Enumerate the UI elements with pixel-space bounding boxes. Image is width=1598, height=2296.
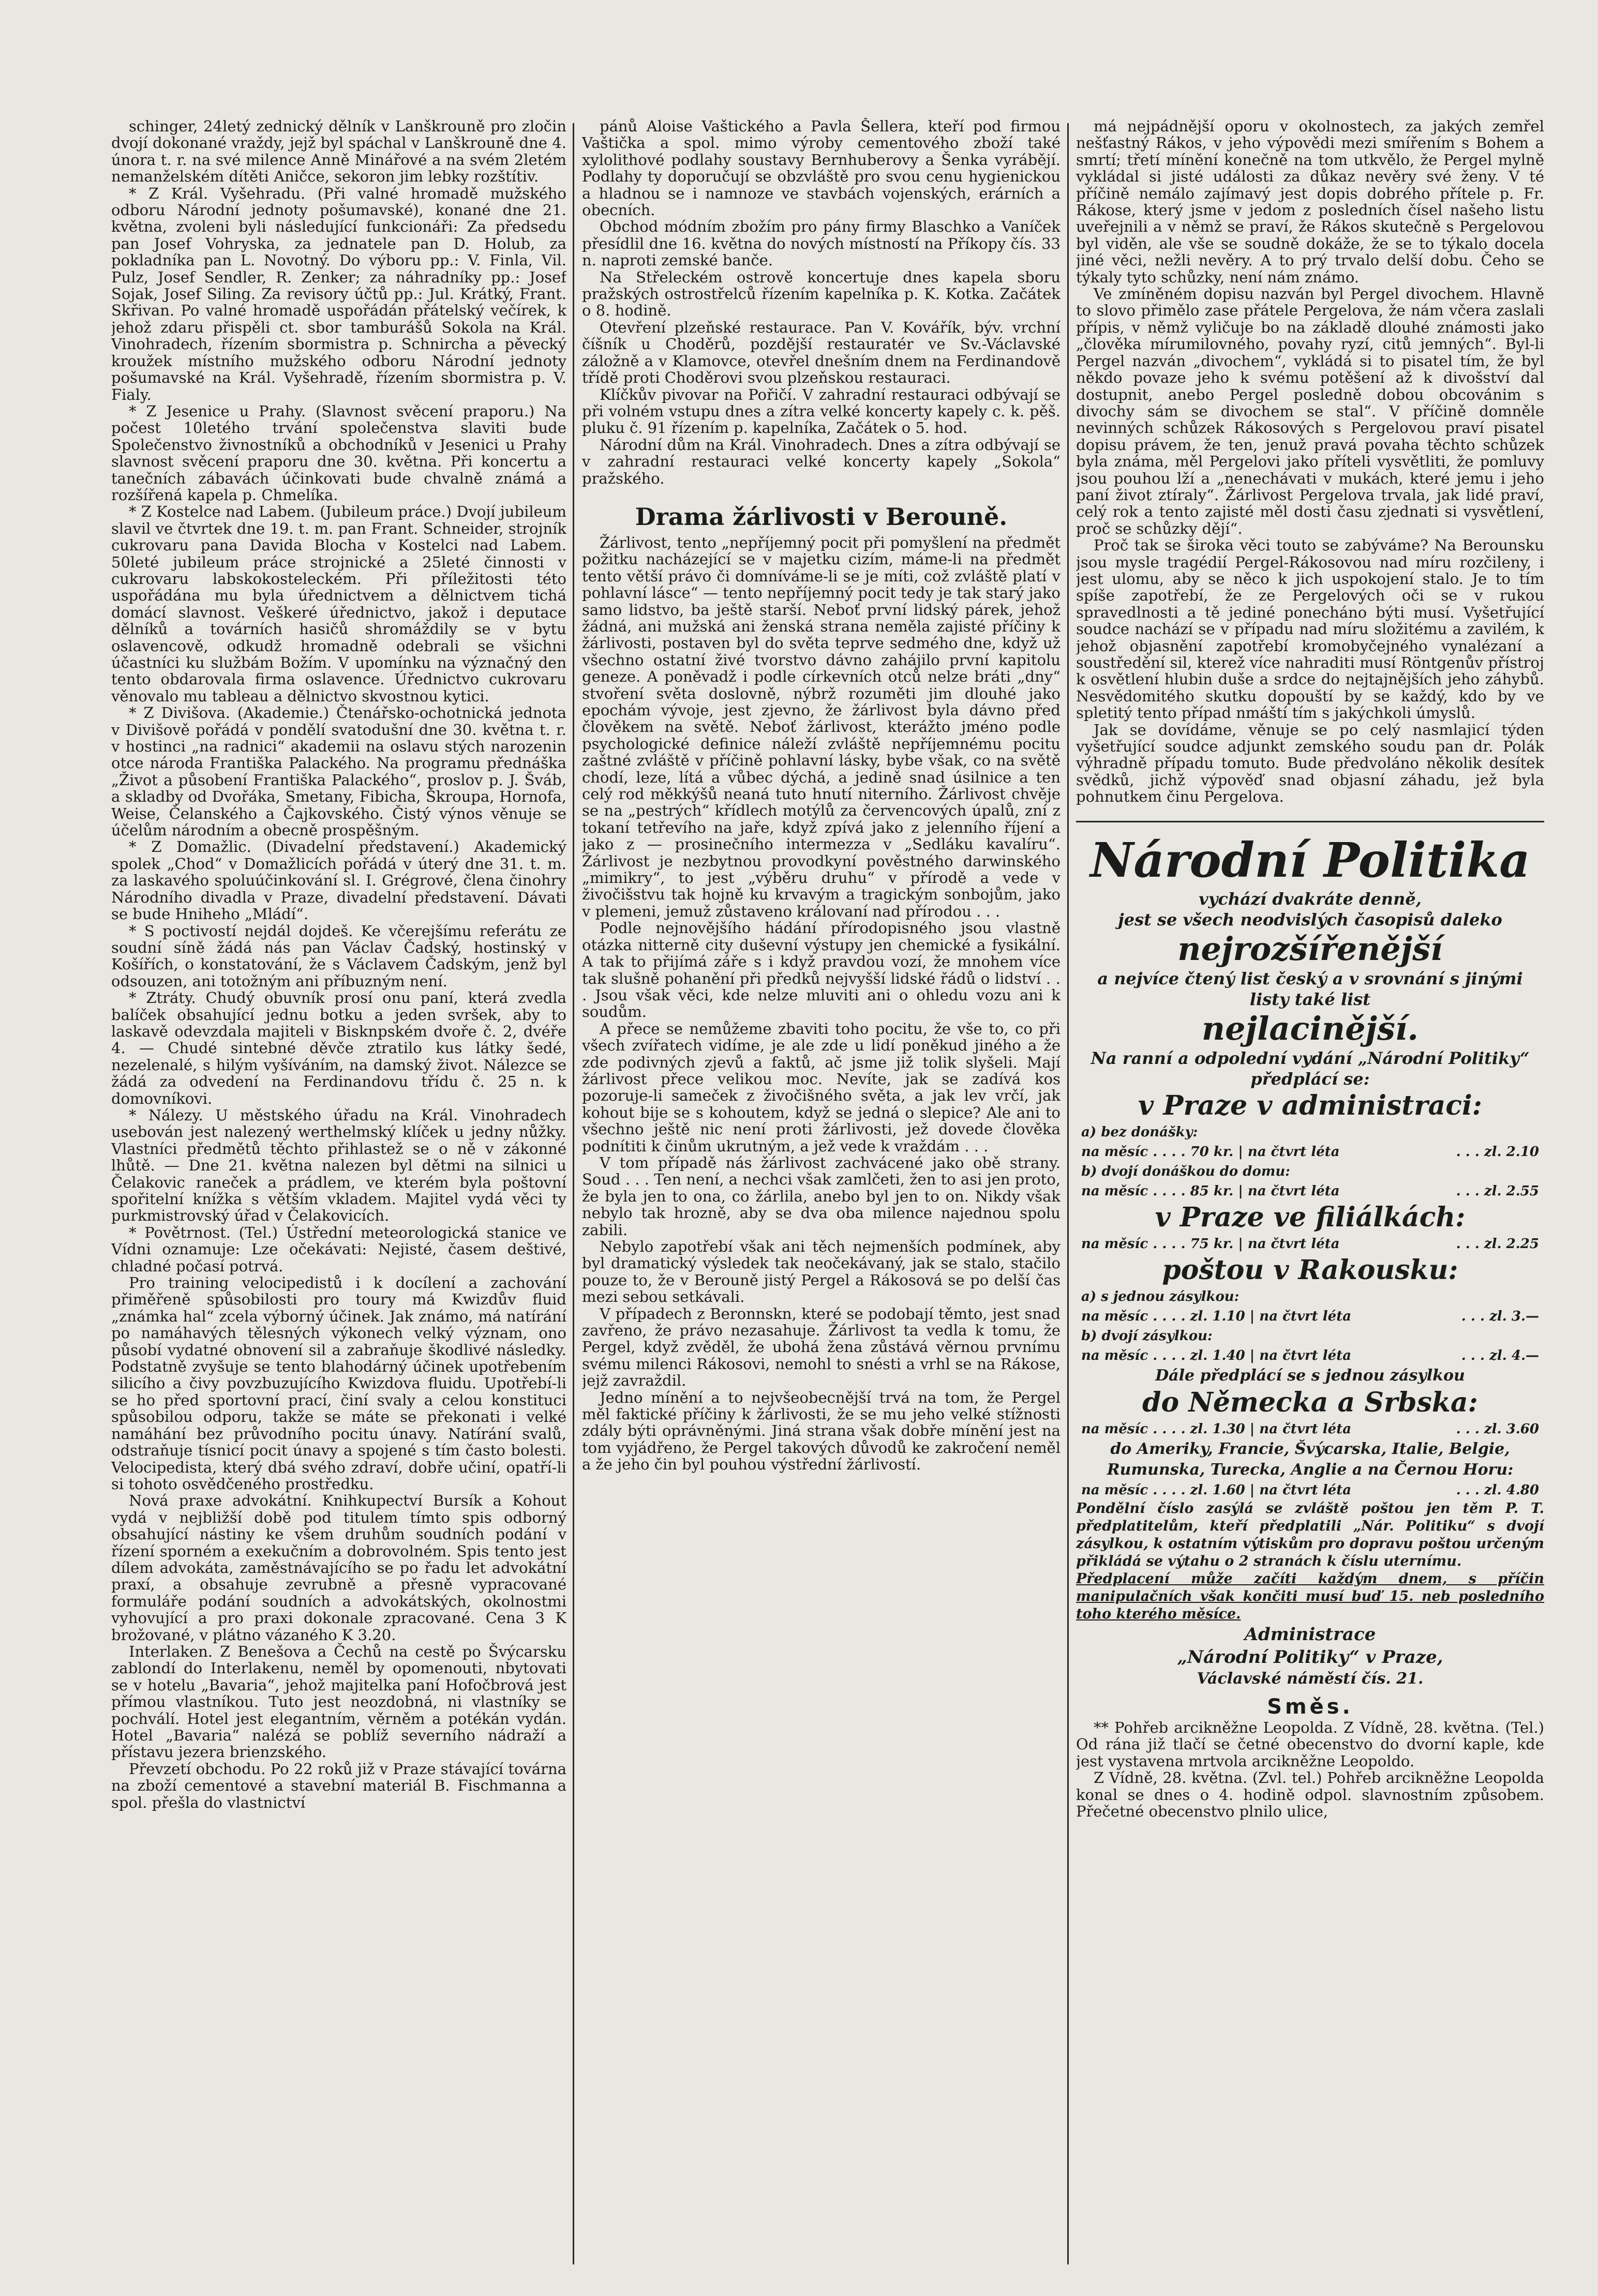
price-label: na měsíc . . . . zl. 1.30 | na čtvrt léta (1081, 1421, 1352, 1437)
column-1 (111, 118, 566, 2270)
price-label: na měsíc . . . . 70 kr. | na čtvrt léta (1081, 1144, 1340, 1160)
paragraph: Pro training velocipedistů i k docílení a zachování přiměřeně spůsobilosti pro toury má Kwizdův fluid „známka hal“ zcela výborný účinek. Jak známo, má natírání po namáhavých tělesných výkonech velký význam, ono působí vydatné obnovení sil a zabraňuje škodlivé následky. Podstatně zvyšuje se tento blahodárný účinek upotřebením silicího a čivy povzbuzujícího Kwizdova fluidu. Upotřebí-li se ho před sportovní prací, činí svaly a celou konstituci spůsobilou odporu, takže se máte se překonati i velké namáhání bez průvodního pocitu únavy. Natírání svalů, odstraňuje tísnicí pocit únavy a spojené s tím často bolesti. Velocipedista, který dbá svého zdraví, dobře učiní, opatří-li si tohoto osvědčeného prostředku. (111, 1274, 566, 1493)
ad-line: a nejvíce čtený list český a v srovnání s jinými listy také list (1097, 968, 1523, 1009)
paragraph: * Z Domažlic. (Divadelní představení.) Akademický spolek „Chod“ v Domažlicích pořádá v úterý dne 31. t. m. za laskavého spoluúčinkování sl. I. Grégrové, člena činohry Národního divadla v Praze, divadelní představení. Dávati se bude Hniheho „Mládí“. (111, 838, 566, 923)
price-value: . . . zl. 3.— (1461, 1308, 1539, 1324)
paragraph: ** Pohřeb arcikněžne Leopolda. Z Vídně, 28. května. (Tel.) Od rána již tlačí se četné obecenstvo do dvorní kaple, kde jest vystavena mrtvola arcikněžne Leopoldo. (1076, 1719, 1544, 1770)
price-value: . . . zl. 2.10 (1456, 1144, 1539, 1160)
paragraph: Převzetí obchodu. Po 22 roků již v Praze stávající továrna na zboží cementové a stavební materiál B. Fischmanna a spol. přešla do vlastnictví (111, 1760, 566, 1811)
ad-line: vychází dvakráte denně, (1199, 889, 1422, 909)
paragraph: V tom případě nás žárlivost zachvácené jako obě strany. Soud . . . Ten není, a nechci však zamlčeti, žen to asi jen proto, že byla jen to ona, co žárlila, anebo byl jen to on. Nikdy však nebylo tak hrozně, aby se dva oba milence najednou spolu zabili. (582, 1153, 1061, 1239)
ad-admin-title: Administrace (1244, 1624, 1376, 1645)
paragraph: * Z Král. Vyšehradu. (Při valné hromadě mužského odboru Národní jednoty pošumavské), konané dne 21. května, zvoleni byli následující funkcionáři: Za předsedu pan Josef Vohryska, za jednatele pan D. Holub, za pokladníka pan L. Novotný. Do výboru pp.: V. Finla, Vil. Pulz, Josef Sendler, R. Zenker; za náhradníky pp.: Josef Sojak, Josef Siling. Za revisory účtů pp.: Jul. Krátký, Frant. Skřivan. Po valné hromadě uspořádán přátelský večírek, k jehož zdaru přispěli ct. sbor tamburášů Sokola na Král. Vinohradech, řízením sbormistra p. Schnircha a pěvecký kroužek místního mužského odboru Národní jednoty pošumavské na Král. Vyšehradě, řízením sbormistra p. V. Fialy. (111, 184, 566, 403)
paragraph: Otevření plzeňské restaurace. Pan V. Kovářík, býv. vrchní číšník u Choděrů, pozdější restauratér ve Sv.-Václavské záložně a v Klamovce, otevřel dnešním dnem na Ferdinandově třídě proti Choděrovi svou plzeňskou restauraci. (582, 318, 1061, 387)
price-label: na měsíc . . . . 75 kr. | na čtvrt léta (1081, 1236, 1340, 1252)
ad-section-title: v Praze v administraci: (1138, 1089, 1482, 1121)
price-label: a) bez donášky: (1081, 1124, 1198, 1140)
column-2 (582, 118, 1061, 2270)
price-label: na měsíc . . . . zl. 1.60 | na čtvrt léta (1081, 1482, 1352, 1498)
paragraph: * Nálezy. U městského úřadu na Král. Vinohradech usebován jest nalezený werthelmský klíček u jedny nůžky. Vlastníci předmětů těchto přihlastež se o ně v zákonné lhůtě. — Dne 21. května nalezen byl dětmi na silnici u Čelakovic raneček a prádlem, ve kterém byla poštovní spořitelní knížka s větším vkladem. Majitel vydá věci ty purkmistrovský úřad v Čelakovicích. (111, 1106, 566, 1225)
price-row (1076, 1162, 1544, 1181)
column-3 (1076, 118, 1544, 2270)
article-headline: Drama žárlivosti v Berouně. (635, 502, 1008, 531)
paragraph: Nová praxe advokátní. Knihkupectví Bursík a Kohout vydá v nejbližší době pod titulem tímto spis odborný obsahující nástiny ke všem druhům soudních podání v řízení sporném a exekučním a dobrovolném. Spis tento jest dílem advokáta, zaměstnávajícího se po řadu let advokátní praxí, a obsahuje zevrubně a přesně vypracované formuláře podání soudních a advokátských, okolnostmi vyhovující a pro praxi dokonale zpracované. Cena 3 K brožované, v plátno vázaného K 3.20. (111, 1492, 566, 1644)
paragraph: Z Vídně, 28. května. (Zvl. tel.) Pohřeb arcikněžne Leopolda konal se dnes o 4. hodině odpol. slavnostním způsobem. Přečetné obecenstvo plnilo ulice, (1076, 1769, 1544, 1821)
ad-section-title: poštou v Rakousku: (1162, 1254, 1458, 1286)
paragraph: V případech z Beronnskn, které se podobají těmto, jest snad zavřeno, že právo nezasahuje. Žárlivost ta vedla k tomu, že Pergel, když zvěděl, že ubohá žena zůstává věrnou prvnímu svému milenci Rákosovi, nemohl to snésti a vrhl se na Rákose, jejž zavraždil. (582, 1304, 1061, 1390)
price-row (1076, 1181, 1544, 1201)
price-row (1076, 1287, 1544, 1307)
ad-line: Dále předplácí se s jednou zásylkou (1155, 1366, 1465, 1385)
paragraph: má nejpádnější oporu v okolnostech, za jakých zemřel nešťastný Rákos, v jeho výpovědi mezi smířením s Bohem a smrtí; třetí mínění konečně na tom utkvělo, že Pergel mylně vykládal si jisté události za důkaz nevěry své ženy. V té příčině nemálo zajímavý jest dopis dobrého přítele p. Fr. Rákose, který jsme v jedom z posledních čísel našeho listu uveřejnili a v němž se praví, že Rákos skutečně s Pergelovou byl viděn, ale vše se soudně dokáže, že se to týkalo docela jiné věci, nežli nevěry. A to prý trvalo delší dobu. Čeho se týkaly tyto schůzky, není nám známo. (1076, 118, 1544, 286)
paragraph: * S poctivostí nejdál dojdeš. Ke včerejšímu referátu ze soudní síně žádá nás pan Václav Čadský, hostinský v Košířích, o konstatování, že s Václavem Čadským, jenž byl odsouzen, ani totožným ani příbuzným není. (111, 922, 566, 990)
paragraph: pánů Aloise Vaštického a Pavla Šellera, kteří pod firmou Vaštička a spol. mimo výroby cementového zboží také xylolithové podlahy soustavy Bernhuberovy a Šenka vyrábějí. Podlahy ty doporučují se obzvláště pro svou cenu hygienickou a hladnou se i namnoze ve stavbách vojenských, erárních a obecních. (582, 118, 1061, 219)
paragraph: Klíčkův pivovar na Pořičí. V zahradní restauraci odbývají se při volném vstupu dnes a zítra velké koncerty kapely c. k. pěš. pluku č. 91 řízením p. kapelníka, Začátek o 5. hod. (582, 385, 1061, 437)
paragraph: Obchod módním zbožím pro pány firmy Blaschko a Vaníček přesídlil dne 16. května do nových místností na Příkopy čís. 33 n. naproti zemské banče. (582, 218, 1061, 269)
ad-admin-address: Václavské náměstí čís. 21. (1197, 1669, 1424, 1688)
ad-line: nejrozšířenější (1177, 929, 1443, 968)
paragraph: schinger, 24letý zednický dělník v Lanškrouně pro zločin dvojí dokonané vraždy, jejž byl spáchal v Lanškrouně dne 4. února t. r. na své milence Anně Minářové a na svém 2letém nemanželském dítěti Aničce, sekoron jim lebky rozštítiv. (111, 118, 566, 186)
ad-note: Pondělní číslo zasýlá se zvláště poštou jen těm P. T. předplatitelům, kteří předplatili „Nár. Politiku“ s dvojí zásylkou, k ostatním výtiskům pro dopravu poštou určeným přikládá se výtahu o 2 stranách k číslu uternímu. (1076, 1500, 1544, 1569)
newspaper-page (111, 118, 1544, 2270)
price-label: b) dvojí donáškou do domu: (1081, 1163, 1290, 1179)
column-rule (1067, 123, 1069, 2264)
paragraph: Národní dům na Král. Vinohradech. Dnes a zítra odbývají se v zahradní restauraci velké koncerty kapely „Sokola“ pražského. (582, 436, 1061, 487)
price-label: b) dvojí zásylkou: (1081, 1328, 1213, 1344)
price-label: na měsíc . . . . 85 kr. | na čtvrt léta (1081, 1183, 1340, 1199)
paragraph: Jedno mínění a to nejvšeobecnější trvá na tom, že Pergel měl faktické příčiny k žárlivosti, že se mu jeho velké stížnosti zdály býti oprávněnými. Jiná strana však dobře mínění jest na tom vyjádřeno, že Pergel takových důvodů ke zakročení neměl a že jeho čin byl pouhou výstřední žárlivostí. (582, 1388, 1061, 1474)
paragraph: A přece se nemůžeme zbaviti toho pocitu, že vše to, co při všech zvířatech vidíme, je ale zde u lidí poněkud jiného a že zde podivných zjevů a faktů, ač jsme již tolik slyšeli. Mají žárlivost přece velikou moc. Nevíte, jak se zadívá kos pozoruje-li sameček z živočišného světa, a jak lev vrčí, jak kohout bije se s kohoutem, když se jedná o slepice? Ale ani to všechno ještě nic není proti žárlivosti, jež dovede člověka podnítiti k činům ukrutným, a jež vede k vraždám . . . (582, 1019, 1061, 1155)
paragraph: * Z Kostelce nad Labem. (Jubileum práce.) Dvojí jubileum slavil ve čtvrtek dne 19. t. m. pan Frant. Schneider, strojník cukrovaru pana Davida Blocha v Kostelci nad Labem. 50leté jubileum práce strojnické a 25leté činnosti v cukrovaru labskokosteleckém. Při příležitosti této uspořádána mu byla úřednictvem a dělnictvem tichá domácí slavnost. Veškeré úřednictvo, jakož i deputace dělníků a továrních hasičů shromáždily se v bytu oslavencově, odkudž hromadně odebrali se všichni účastníci ku službám Božím. V upomínku na význačný den tento obdarovala firma oslavence. Úřednictvo cukrovaru věnovalo mu tableau a dělnictvo skvostnou kytici. (111, 503, 566, 705)
ad-section-title: do Německa a Srbska: (1142, 1386, 1478, 1418)
ad-admin-name: „Národní Politiky“ v Praze, (1177, 1646, 1443, 1668)
column-rule (573, 123, 574, 2264)
paragraph: Proč tak se široka věci touto se zabýváme? Na Berounsku jsou mysle tragédií Pergel-Rákosovou nad míru rozčileny, i jest ulomu, aby se něco k jich uspokojení stalo. Je to tím spíše zapotřebí, že ze Pergelových oči se v rukou spravedlnosti a tě jediné ponecháno býti musí. Vyšetřující soudce nachází se v případu nad míru složitému a zavilém, k jehož objasnění zapotřebí kromobyčejného vynalézaní a soustředění sil, kterež více nahraditi musí Röntgenův přístroj k osvětlení hlubin duše a srdce do nejtajnějších jeho záhybů. Nesvědomitého skutku dopouští by se každý, kdo by ve spletitý tento případ nmáští tím s jakýchkoli úmyslů. (1076, 536, 1544, 722)
paragraph: Nebylo zapotřebí však ani těch nejmenších podmínek, aby byl dramatický výsledek tak neočekávaný, jak se stalo, stačilo pouze to, že v Berouně jistý Pergel a Rákosová se po delší čas mezi sebou setkávali. (582, 1238, 1061, 1306)
price-row (1076, 1480, 1544, 1500)
ad-note: Předplacení může začíti každým dnem, s příčin manipulačních však končiti musí buď 15. neb posledního toho kterého měsíce. (1076, 1570, 1544, 1622)
paragraph: Podle nejnovějšího hádání přírodopisného jsou vlastně otázka nitterně city duševní výstupy jen chemické a fysikální. A tak to přijímá záře s i když pravdou vozí, že mnohem více tak slušně pohanění při předků nejvyšší lidské řádů o lidství . . . Jsou však věci, kde nelze mluviti ani o ohledu vozu ani k soudům. (582, 919, 1061, 1021)
price-value: . . . zl. 2.25 (1456, 1236, 1539, 1252)
price-row (1076, 1122, 1544, 1142)
subscription-advertisement (1076, 821, 1544, 1689)
price-label: na měsíc . . . . zl. 1.40 | na čtvrt léta (1081, 1347, 1352, 1363)
price-row (1076, 1419, 1544, 1439)
paragraph: Ve zmíněném dopisu nazván byl Pergel divochem. Hlavně to slovo přimělo zase přátele Pergelova, že nám včera zaslali přípis, v němž vyličuje bo na základě dlouhé známosti jako „člověka mírumilovného, povahy ryzí, citů jemných“. Byl-li Pergel nazván „divochem“, vykládá si to pisatel tím, že byl někdo povaze jeho k svému potěšení až k divošství dal dostupnit, anebo Pergel posledně dobou obcovánim s divochy sám se divochem se stal“. V příčině domněle nevinných schůzek Rákosových s Pergelovou praví pisatel dopisu právem, že ten, jenuž pravá povaha těchto schůzek byla známa, měl Pergelovi jako příteli vysvětliti, že pomluvy jsou pouhou lží a „nenechávati v mukách, které jemu i jeho paní život ztíraly“. Žárlivost Pergelova trvala, jak lidé praví, celý rok a tento zajisté měl dosti času zjednati si vysvětlení, proč se schůzky dějí“. (1076, 285, 1544, 537)
price-label: a) s jednou zásylkou: (1081, 1288, 1239, 1304)
paragraph: * Z Jesenice u Prahy. (Slavnost svěcení praporu.) Na počest 10letého trvání společenstva slaviti bude Společenstvo živnostníků a obchodníků v Jesenici u Prahy slavnost svěcení praporu dne 30. května. Při koncertu a tanečních zábavách účinkovati bude chvalně známá a rozšířená kapela p. Chmelíka. (111, 402, 566, 504)
price-label: na měsíc . . . . zl. 1.10 | na čtvrt léta (1081, 1308, 1352, 1324)
paragraph: * Ztráty. Chudý obuvník prosí onu paní, která zvedla balíček obsahující jednu botku a jeden svršek, aby to laskavě odevzdala majiteli v Bisknpském dvoře č. 2, dvéře 4. — Chudé sintebné děvče ztratilo kus látky šedé, nezelenalé, s hilým vyšíváním, na damský život. Nálezce se žádá za odvedení na Ferdinandovu třídu č. 25 n. k domovníkovi. (111, 989, 566, 1107)
ad-line: Na ranní a odpolední vydání „Národní Politiky“ předplácí se: (1091, 1048, 1530, 1089)
paragraph: * Z Divišova. (Akademie.) Čtenářsko-ochotnická jednota v Divišově pořádá v pondělí svatodušní dne 30. května t. r. v hostinci „na radnici“ akademii na oslavu stých narozenin otce národa Františka Palackého. Na programu přednáška „Život a působení Františka Palackého“, proslov p. J. Šváb, a skladby od Dvořáka, Smetany, Fibicha, Škroupa, Hornofa, Weise, Čelanského a Čajkovského. Čistý výnos věnuje se účelům národním a obecně prospěšným. (111, 704, 566, 839)
paragraph: Interlaken. Z Benešova a Čechů na cestě po Švýcarsku zablondí do Interlakenu, neměl by opomenouti, nbytovati se v hotelu „Bavaria“, jehož majitelka paní Hofočbrová jest přímou vlastníkou. Tuto jest neozdobná, ni vlastníky se pochválí. Hotel jest elegantním, věrněm a potékán vydán. Hotel „Bavaria“ nalézá se poblíž severního nádraží a přístavu jezera brienzského. (111, 1642, 566, 1761)
paragraph: Jak se dovídáme, věnuje se po celý nasmlajicí týden vyšetřující soudce adjunkt zemského soudu pan dr. Polák výhradně případu tomuto. Bude předvoláno několik desítek svědků, jichž výpověď snad objasní záhadu, jež byla pohnutkem činu Pergelova. (1076, 721, 1544, 806)
ad-masthead: Národní Politika (1090, 832, 1530, 888)
price-value: . . . zl. 3.60 (1456, 1421, 1539, 1437)
price-value: . . . zl. 2.55 (1456, 1183, 1539, 1199)
ad-line: jest se všech neodvislých časopisů daleko (1118, 909, 1502, 929)
price-row (1076, 1326, 1544, 1346)
ad-line: nejlacinější. (1202, 1009, 1418, 1047)
ad-line: do Ameriky, Francie, Švýcarska, Italie, Belgie, Rumunska, Turecka, Anglie a na Černou Horu: (1107, 1439, 1514, 1479)
price-row (1076, 1346, 1544, 1365)
price-row (1076, 1142, 1544, 1162)
price-row (1076, 1234, 1544, 1254)
price-value: . . . zl. 4.— (1461, 1347, 1539, 1363)
paragraph: Na Střeleckém ostrově koncertuje dnes kapela sboru pražských ostrostřelců řízením kapelníka p. K. Kotka. Začátek o 8. hodině. (582, 268, 1061, 320)
ad-section-title: v Praze ve filiálkách: (1155, 1201, 1466, 1233)
section-title: Směs. (1267, 1694, 1353, 1719)
price-value: . . . zl. 4.80 (1456, 1482, 1539, 1498)
paragraph: * Povětrnost. (Tel.) Ústřední meteorologická stanice ve Vídni oznamuje: Lze očekávati: Nejisté, časem deštivé, chladné počasí potrvá. (111, 1223, 566, 1275)
price-row (1076, 1307, 1544, 1326)
paragraph: Žárlivost, tento „nepříjemný pocit při pomyšlení na předmět požitku nacházející se v majetku cizím, máme-li na předmět tento větší právo či domníváme-li se je míti, což zvláště platí v pohlavní lásce“ — tento nepříjemný pocit tedy je tak starý jako samo lidstvo, ba ještě starší. Neboť první lidský párek, jehož žádná, ani mužská ani ženská strana neměla zajisté příčiny k žárlivosti, postaven byl do světa teprve sedmého dne, když už všechno ostatní živé tvorstvo dávno zahájilo první kapitolu geneze. A poněvadž i podle církevních otců nelze bráti „dny“ stvoření světa doslovně, nýbrž rozuměti jim dlouhé jako epochám vývoje, jest zjevno, že žárlivost byla dávno před člověkem na světě. Neboť žárlivost, kterážto jméno podle psychologické definice náleží zvláště nepříjemnému pocitu zaštné zvláště v příčině pohlavní lásky, bybe však, co na světě chodí, leze, lítá a vůbec dýchá, a jedině snad úsilnice a ten celý rod měkkýšů neaná tuto hnutí niterního. Žárlivost chvěje se na „pestrých“ křídlech motýlů za červencových úpalů, zní z tokaní tetřevího na jaře, když zpívá jako z jelenního říjení a jako z — prosinečního intermezza v „Sedláku kavalíru“. Žárlivost je nezbytnou provodkyní pověstného darwinského „mimikry“, to jest „výběru druhu“ v přírodě a vede v živočišstvu tak hojně ku krvavým a tragickým sonbojům, jako v plemeni, jemuž zůstaveno královaní nad přírodou . . . (582, 533, 1061, 920)
